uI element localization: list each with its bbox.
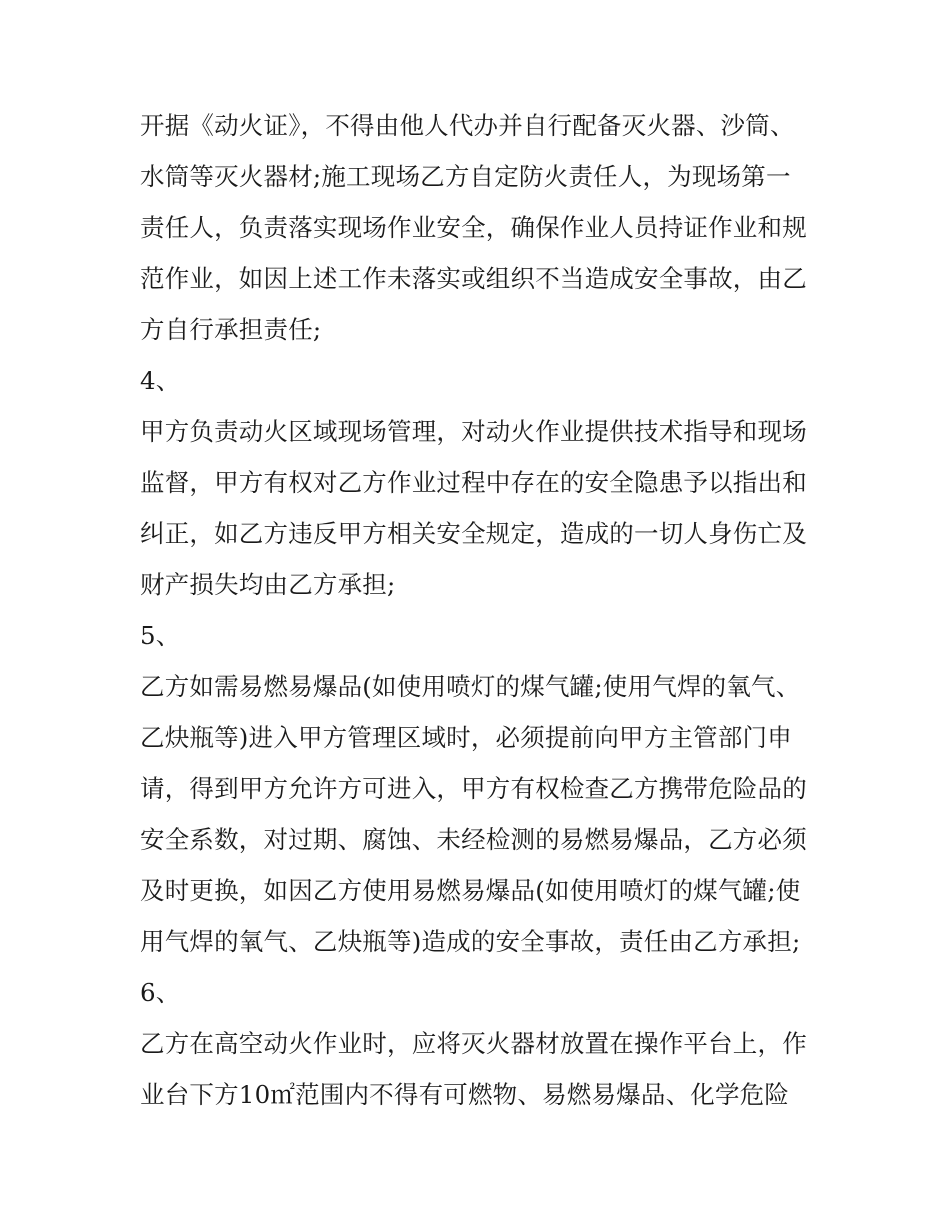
text-line: 甲方负责动火区域现场管理，对动火作业提供技术指导和现场 — [140, 417, 807, 446]
text-line: 方自行承担责任; — [140, 315, 322, 344]
document-page — [140, 100, 820, 1120]
text-line: 纠正，如乙方违反甲方相关安全规定，造成的一切人身伤亡及 — [140, 519, 807, 548]
text-line: 责任人，负责落实现场作业安全，确保作业人员持证作业和规 — [140, 213, 807, 242]
text-line: 请，得到甲方允许方可进入，甲方有权检查乙方携带危险品的 — [140, 774, 807, 803]
item-number: 6、 — [140, 978, 181, 1007]
text-line: 监督，甲方有权对乙方作业过程中存在的安全隐患予以指出和 — [140, 468, 807, 497]
text-line: 乙方如需易燃易爆品(如使用喷灯的煤气罐;使用气焊的氧气、 — [140, 672, 801, 701]
text-line: 用气焊的氧气、乙炔瓶等)造成的安全事故，责任由乙方承担; — [140, 927, 801, 956]
text-line: 乙炔瓶等)进入甲方管理区域时，必须提前向甲方主管部门申 — [140, 723, 792, 752]
text-line: 乙方在高空动火作业时，应将灭火器材放置在操作平台上，作 — [140, 1029, 807, 1058]
item-number: 5、 — [140, 621, 181, 650]
text-line: 财产损失均由乙方承担; — [140, 570, 396, 599]
text-line: 业台下方10㎡范围内不得有可燃物、易燃易爆品、化学危险 — [140, 1080, 790, 1109]
text-line: 范作业，如因上述工作未落实或组织不当造成安全事故，由乙 — [140, 264, 807, 293]
text-line: 水筒等灭火器材;施工现场乙方自定防火责任人，为现场第一 — [140, 162, 791, 191]
text-line: 安全系数，对过期、腐蚀、未经检测的易燃易爆品，乙方必须 — [140, 825, 807, 854]
text-line: 开据《动火证》，不得由他人代办并自行配备灭火器、沙筒、 — [140, 111, 795, 140]
text-line: 及时更换，如因乙方使用易燃易爆品(如使用喷灯的煤气罐;使 — [140, 876, 801, 905]
item-number: 4、 — [140, 366, 181, 395]
